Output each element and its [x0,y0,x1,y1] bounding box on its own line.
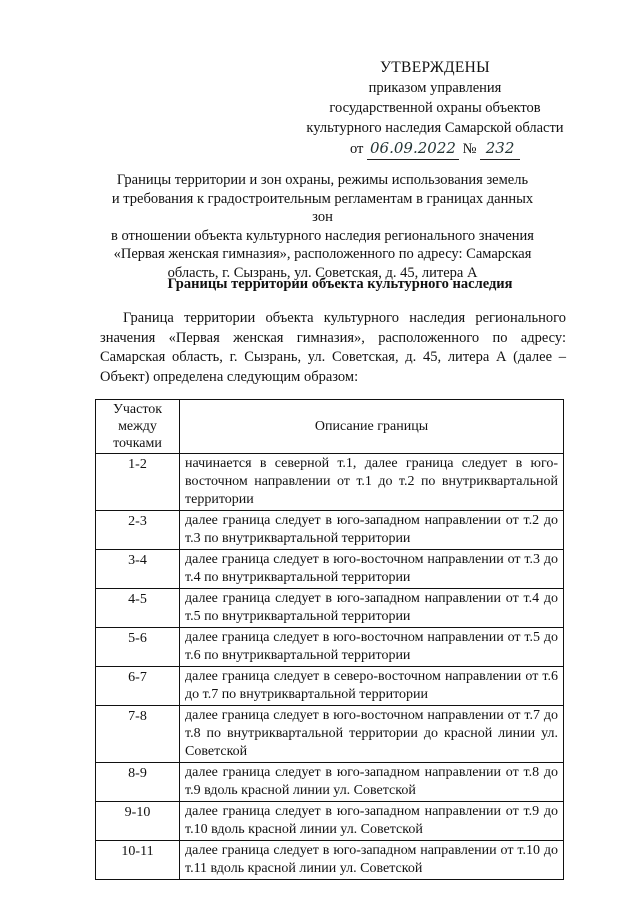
title-line: область, г. Сызрань, ул. Советская, д. 45, литера А [167,264,478,281]
segment-cell: 10-11 [96,841,180,880]
approval-line: государственной охраны объектов [329,100,541,116]
title-line: «Первая женская гимназия», расположенного по адресу: Самарская [113,246,532,262]
table-row [96,706,564,763]
description-cell: далее граница следует в юго-западном направлении от т.8 до т.9 вдоль красной линии ул. Советской [180,763,564,802]
segment-cell: 7-8 [96,706,180,763]
description-cell: далее граница следует в юго-западном направлении от т.2 до т.3 по внутриквартальной территории [180,511,564,550]
table-row [96,841,564,880]
title-line: в отношении объекта культурного наследия регионального значения [111,227,534,244]
approval-line: культурного наследия Самарской области [306,120,564,136]
table-row [96,511,564,550]
section-heading: Границы территории объекта культурного наследия [167,276,513,292]
approval-heading: УТВЕРЖДЕНЫ [380,59,490,76]
table-row [96,454,564,511]
approval-block [300,58,570,160]
table-row [96,802,564,841]
table-row [96,763,564,802]
title-line: Границы территории и зон охраны, режимы использования земель [116,172,529,188]
header-segment: Участок между точками [96,400,180,454]
segment-cell: 5-6 [96,628,180,667]
title-line: и требования к градостроительным регламентам в границах данных зон [111,190,534,225]
description-cell: далее граница следует в юго-западном направлении от т.9 до т.10 вдоль красной линии ул. Советской [180,802,564,841]
description-cell: далее граница следует в юго-западном направлении от т.4 до т.5 по внутриквартальной территории [180,589,564,628]
segment-cell: 8-9 [96,763,180,802]
table-row [96,628,564,667]
segment-cell: 1-2 [96,454,180,511]
description-cell: далее граница следует в северо-восточном направлении от т.6 до т.7 по внутриквартальной территории [180,667,564,706]
table-row [96,589,564,628]
table-row [96,550,564,589]
handwritten-date: 06.09.2022 [367,138,459,160]
segment-cell: 4-5 [96,589,180,628]
description-cell: начинается в северной т.1, далее граница следует в юго-восточном направлении от т.1 до т.2 по внутриквартальной территории [180,454,564,511]
handwritten-number: 232 [480,138,520,160]
description-cell: далее граница следует в юго-западном направлении от т.10 до т.11 вдоль красной линии ул. Советской [180,841,564,880]
description-cell: далее граница следует в юго-восточном направлении от т.5 до т.6 по внутриквартальной территории [180,628,564,667]
approval-line: приказом управления [368,80,502,96]
approval-date-line [300,138,570,160]
from-label: от [349,141,364,157]
segment-cell: 3-4 [96,550,180,589]
number-label: № [462,141,477,157]
intro-paragraph: Граница территории объекта культурного наследия регионального значения «Первая женская гимназия», расположенного по адресу: Самарская область, г. Сызрань, ул. Советская, д. 45, литера А (далее – Объект) определена следующим образом: [100,310,566,385]
boundary-table [95,399,564,880]
segment-cell: 9-10 [96,802,180,841]
segment-cell: 2-3 [96,511,180,550]
segment-cell: 6-7 [96,667,180,706]
header-description: Описание границы [180,400,564,454]
table-header-row [96,400,564,454]
description-cell: далее граница следует в юго-восточном направлении от т.7 до т.8 по внутриквартальной территории до красной линии ул. Советской [180,706,564,763]
table-row [96,667,564,706]
document-title [100,171,545,282]
description-cell: далее граница следует в юго-восточном направлении от т.3 до т.4 по внутриквартальной территории [180,550,564,589]
